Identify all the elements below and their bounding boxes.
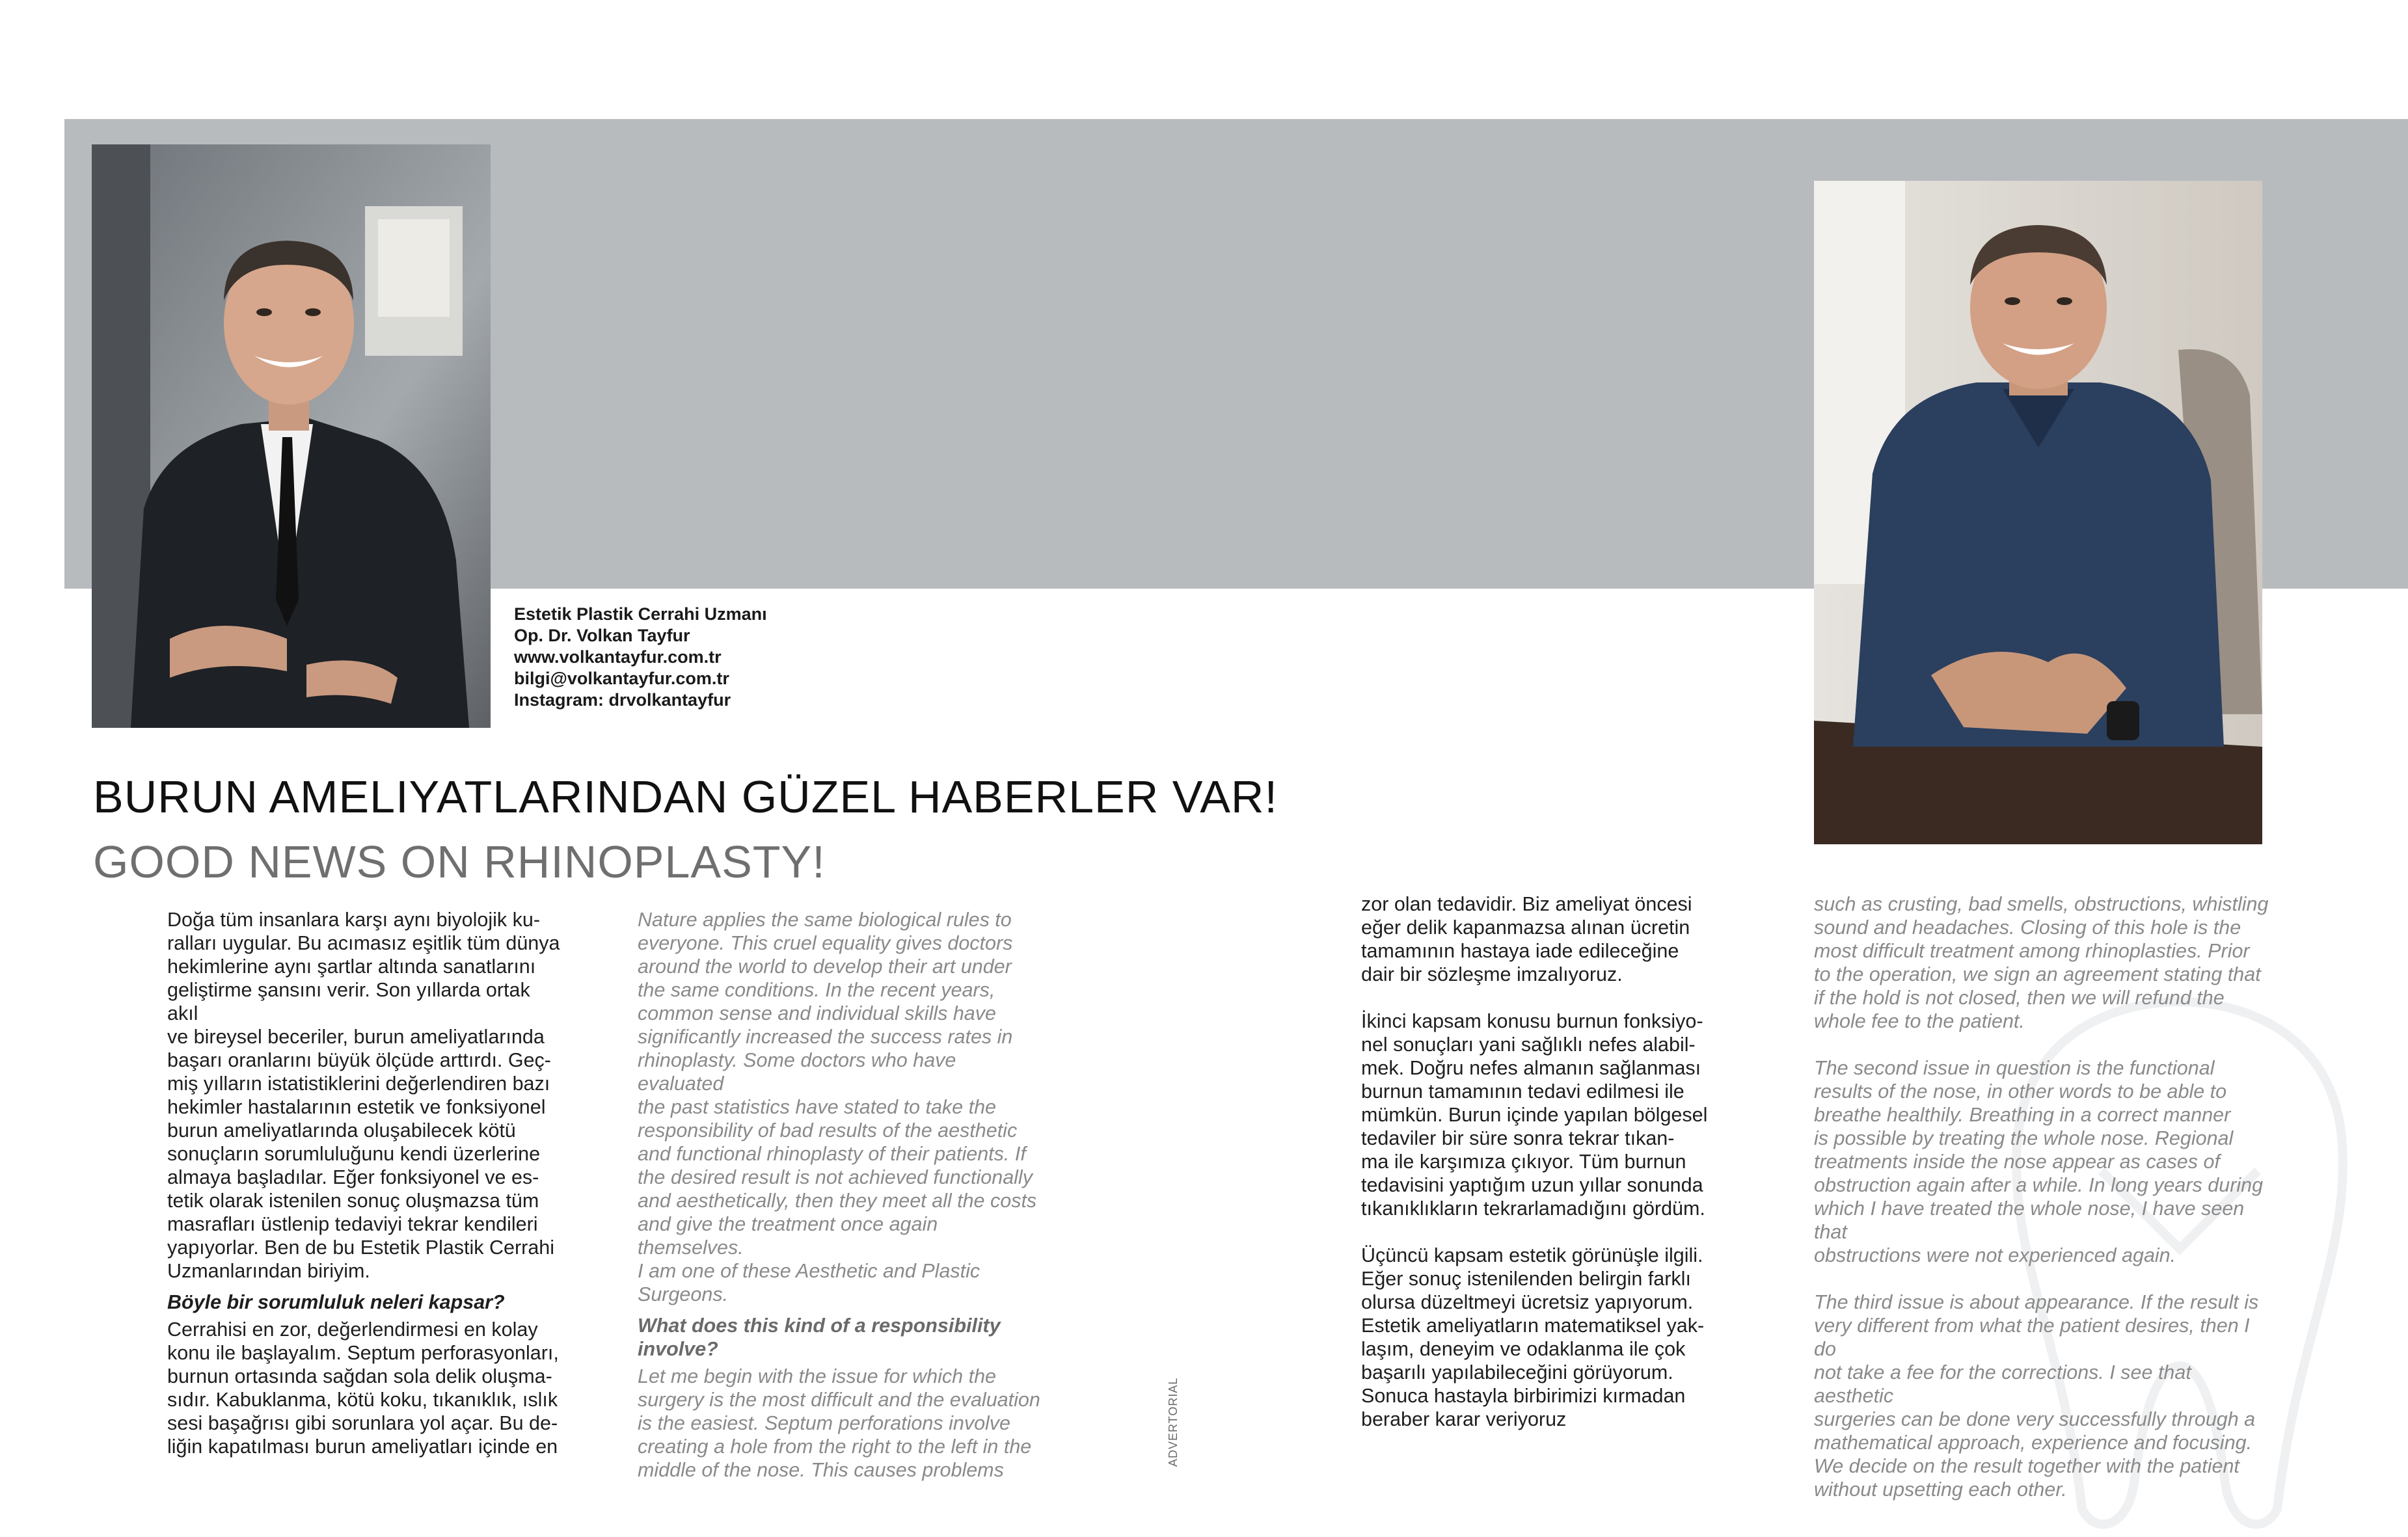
headline-english: GOOD NEWS ON RHINOPLASTY! [93,836,826,887]
column-english-1 [638,908,1048,1482]
contact-name: Op. Dr. Volkan Tayfur [514,626,690,645]
column-turkish-1 [167,908,564,1458]
paragraph: The second issue in question is the functional results of the nose, in other words to be able to breathe healthily. Breathing in a correct manner is possible by treating the whole nose. Regional treatments inside the nose appear as cases of obstruction again after a while. In long years during which I have treated the whole nose, I have seen that obstructions were not experienced again. [1814,1057,2264,1266]
doctor-portrait-scrubs [1814,181,2262,844]
headline-turkish: BURUN AMELIYATLARINDAN GÜZEL HABERLER VAR! [93,771,1278,822]
doctor-contact-block [514,604,767,711]
doctor-portrait-suit [92,144,491,728]
contact-email[interactable]: bilgi@volkantayfur.com.tr [514,669,729,688]
paragraph: The third issue is about appearance. If the result is very different from what the patient desires, then I do not take a fee for the corrections. I see that aesthetic surgeries can be done very successfully through a mathematical approach, experience and focusing. We decide on the result together with the patient without upsetting each other. [1814,1291,2259,1501]
paragraph: Cerrahisi en zor, değerlendirmesi en kolay konu ile başlayalım. Septum perforasyonları, burnun ortasında sağdan sola delik oluşma- sıdır. Kabuklanma, kötü koku, tıkanıklık, ıslık sesi başağrısı gibi sorunlara yol açar. Bu de- liğin kapatılması burun ameliyatları içinde en [167,1318,559,1458]
paragraph: İkinci kapsam konusu burnun fonksiyo- nel sonuçları yani sağlıklı nefes alabil- mek. Doğru nefes almanın sağlanması burnun tamamının tedavi edilmesi ile mümkün. Burun içinde yapılan bölgesel tedaviler bir süre sonra tekrar tıkan- ma ile karşımıza çıkıyor. Tüm burnun tedavisini yaptığım uzun yıllar sonunda tıkanıklıkların tekrarlamadığını gördüm. [1361,1010,1708,1220]
column-turkish-2 [1361,892,1725,1431]
paragraph: zor olan tedavidir. Biz ameliyat öncesi eğer delik kapanmazsa alınan ücretin tamamının hastaya iade edileceğine dair bir sözleşme imzalıyoruz. [1361,893,1692,985]
contact-instagram[interactable]: Instagram: drvolkantayfur [514,690,731,710]
paragraph: such as crusting, bad smells, obstructions, whistling sound and headaches. Closing of this hole is the most difficult treatment among rhinoplasties. Prior to the operation, we sign an agreement stating that if the hold is not closed, then we will refund the whole fee to the patient. [1814,893,2269,1032]
contact-title: Estetik Plastik Cerrahi Uzmanı [514,604,767,624]
paragraph: Let me begin with the issue for which the surgery is the most difficult and the evaluation is the easiest. Septum perforations involve creating a hole from the right to the left in the middle of the nose. This causes problems [638,1365,1040,1481]
column-english-2 [1814,892,2269,1501]
paragraph: Üçüncü kapsam estetik görünüşle ilgili. Eğer sonuç istenilenden belirgin farklı olursa düzeltmeyi ücretsiz yapıyorum. Estetik ameliyatların matematiksel yak- laşım, deneyim ve odaklanma ile çok başarılı yapılabileceğini görüyorum. Sonuca hastayla birbirimizi kırmadan beraber karar veriyoruz [1361,1244,1705,1430]
paragraph: Nature applies the same biological rules to everyone. This cruel equality gives doctors around the world to develop their art under the same conditions. In the recent years, common sense and individual skills have significantly increased the success rates in rhinoplasty. Some doctors who have evaluated the past statistics have stated to take the responsibility of bad results of the aesthetic and functional rhinoplasty of their patients. If the desired result is not achieved functionally and aesthetically, then they meet all the costs and give the treatment once again themselves. I am one of these Aesthetic and Plastic Surgeons. [638,909,1037,1305]
subheading: What does this kind of a responsibility involve? [638,1315,1001,1360]
advertorial-label: ADVERTORIAL [1167,1377,1180,1467]
contact-website[interactable]: www.volkantayfur.com.tr [514,647,722,667]
paragraph: Doğa tüm insanlara karşı aynı biyolojik ku- ralları uygular. Bu acımasız eşitlik tüm dünya hekimlerine aynı şartlar altında sanatlarını geliştirme şansını verir. Son yıllarda ortak akıl ve bireysel beceriler, burun ameliyatlarında başarı oranlarını büyük ölçüde arttırdı. Geç- miş yılların istatistiklerini değerlendiren bazı hekimler hastalarının estetik ve fonksiyonel burun ameliyatlarında oluşabilecek kötü sonuçların sorumluluğunu kendi üzerlerine almaya başladılar. Eğer fonksiyonel ve es- tetik olarak istenilen sonuç oluşmazsa tüm masrafları üstlenip tedaviyi tekrar kendileri yapıyorlar. Ben de bu Estetik Plastik Cerrahi Uzmanlarından biriyim. [167,909,560,1282]
subheading: Böyle bir sorumluluk neleri kapsar? [167,1291,505,1313]
